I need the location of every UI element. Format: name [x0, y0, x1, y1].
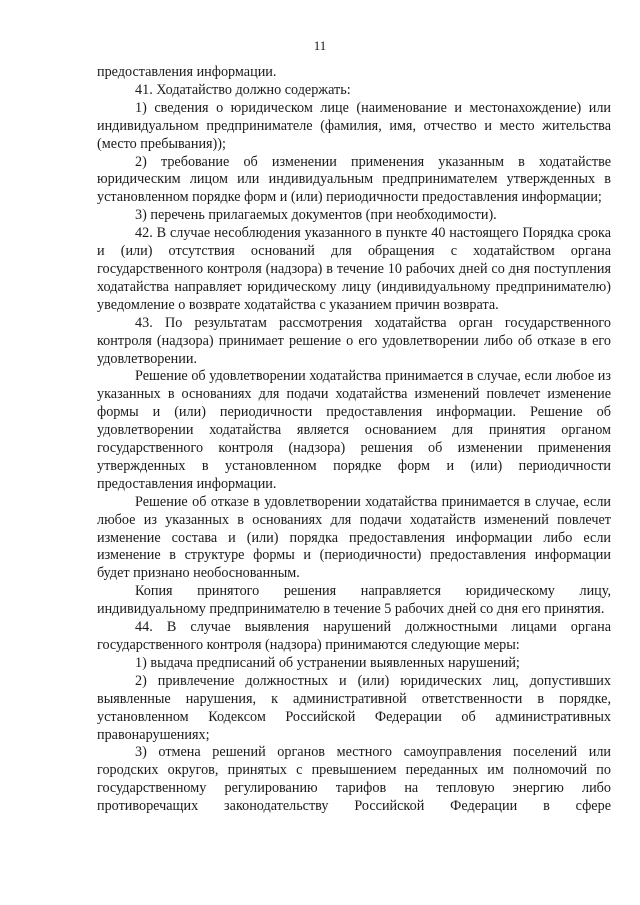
paragraph-continuation: предоставления информации.: [97, 64, 277, 80]
paragraph-approval-decision: Решение об удовлетворении ходатайства принимается в случае, если любое из указанных в основаниях для подачи ходатайства изменений повлечет изменение формы и (или) периодичности предоставления информации. Решение об удовлетворении ходатайства является основанием для принятия органом государственного контроля (надзора) решения об изменении применения утвержденных в установленном порядке форм и (или) периодичности предоставления информации.: [97, 368, 611, 492]
paragraph-clause-42: 42. В случае несоблюдения указанного в пункте 40 настоящего Порядка срока и (или) отсутствия оснований для обращения с ходатайством органа государственного контроля (надзора) в течение 10 рабочих дней со дня поступления ходатайства направляет юридическому лицу (индивидуальному предпринимателю) уведомление о возврате ходатайства с указанием причин возврата.: [97, 225, 611, 313]
document-body: [97, 64, 611, 816]
paragraph-refusal-decision: Решение об отказе в удовлетворении ходатайства принимается в случае, если любое из указанных в основаниях для подачи ходатайств изменений повлечет изменение состава и (или) порядка предоставления информации либо если изменение в структуре формы и (периодичности) предоставления информации будет признано необоснованным.: [97, 493, 611, 582]
paragraph-clause-43: 43. По результатам рассмотрения ходатайства орган государственного контроля (надзора) принимает решение о его удовлетворении либо об отказе в его удовлетворении.: [97, 314, 611, 367]
paragraph-clause-44-item-3: 3) отмена решений органов местного самоуправления поселений или городских округов, принятых с превышением переданных им полномочий по государственному регулированию тарифов на тепловую энергию либо противоречащих законодательству Российской Федерации в сфере: [97, 744, 611, 815]
paragraph-clause-41-item-1: 1) сведения о юридическом лице (наименование и местонахождение) или индивидуальном предпринимателе (фамилия, имя, отчество и место жительства (место пребывания));: [97, 99, 611, 152]
paragraph-clause-41-item-2: 2) требование об изменении применения указанным в ходатайстве юридическим лицом или индивидуальным предпринимателем утвержденных в установленном порядке форм и (или) периодичности предоставления информации;: [97, 153, 611, 206]
paragraph-clause-44: 44. В случае выявления нарушений должностными лицами органа государственного контроля (надзора) принимаются следующие меры:: [97, 619, 611, 653]
paragraph-clause-41: 41. Ходатайство должно содержать:: [135, 81, 351, 98]
paragraph-clause-44-item-1: 1) выдача предписаний об устранении выявленных нарушений;: [135, 654, 520, 671]
page-number: 11: [313, 38, 327, 53]
paragraph-clause-41-item-3: 3) перечень прилагаемых документов (при необходимости).: [135, 207, 497, 224]
paragraph-clause-44-item-2: 2) привлечение должностных и (или) юридических лиц, допустивших выявленные нарушения, к административной ответственности в порядке, установленном Кодексом Российской Федерации об административных правонарушениях;: [97, 672, 611, 743]
paragraph-decision-copy: Копия принятого решения направляется юридическому лицу, индивидуальному предпринимателю в течение 5 рабочих дней со дня его принятия.: [97, 583, 611, 618]
